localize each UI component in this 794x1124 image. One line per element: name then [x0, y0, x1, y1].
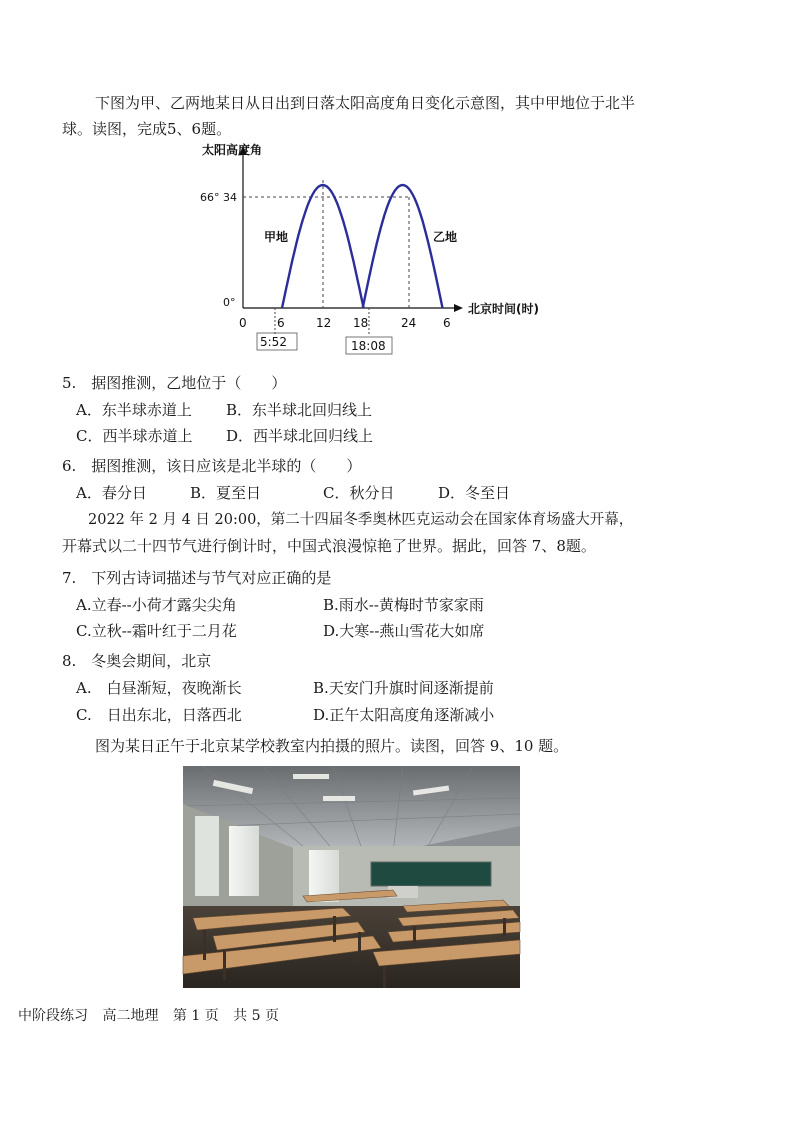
x-tick-6: 6: [277, 316, 285, 330]
q6-stem: 6. 据图推测，该日应该是北半球的（ ）: [62, 457, 362, 475]
x-tick-12: 12: [316, 316, 332, 330]
y-tick-max: 66° 34: [200, 191, 237, 204]
series-yi-label: 乙地: [433, 230, 458, 244]
q7-option-b: B.雨水--黄梅时节家家雨: [323, 596, 484, 614]
series-jia-label: 甲地: [264, 230, 289, 244]
q5-option-d: D．西半球北回归线上: [226, 427, 374, 445]
q5-option-c: C．西半球赤道上: [76, 427, 193, 445]
q7-stem: 7. 下列古诗词描述与节气对应正确的是: [62, 569, 332, 587]
intro2-line-1: 2022 年 2 月 4 日 20:00，第二十四届冬季奥林匹克运动会在国家体育场盛大开幕，: [88, 512, 634, 528]
x-tick-0: 0: [239, 316, 247, 330]
q5-stem: 5. 据图推测，乙地位于（ ）: [62, 374, 287, 392]
y-axis-label: 太阳高度角: [202, 143, 263, 157]
sunrise-annotation: 5:52: [260, 335, 287, 349]
x-tick-6-next: 6: [443, 316, 451, 330]
q8-option-d: D.正午太阳高度角逐渐减小: [313, 706, 495, 724]
intro-line-1: 下图为甲、乙两地某日从日出到日落太阳高度角日变化示意图，其中甲地位于北半: [95, 94, 636, 112]
x-tick-24: 24: [401, 316, 417, 330]
q5-option-a: A．东半球赤道上: [76, 401, 192, 419]
x-tick-18: 18: [353, 316, 369, 330]
x-axis-arrow: [454, 304, 463, 312]
q8-option-b: B.天安门升旗时间逐渐提前: [313, 679, 494, 697]
q5-option-b: B．东半球北回归线上: [226, 401, 373, 419]
intro-line-2: 球。读图，完成5、6题。: [62, 120, 232, 138]
q8-option-c: C. 日出东北，日落西北: [76, 706, 242, 724]
sunset-annotation: 18:08: [351, 339, 386, 353]
q7-option-c: C.立秋--霜叶红于二月花: [76, 622, 237, 640]
solar-altitude-chart: [190, 140, 539, 358]
series-yi-curve: [363, 185, 443, 308]
intro3-line-1: 图为某日正午于北京某学校教室内拍摄的照片。读图，回答 9、10 题。: [95, 737, 569, 755]
page-footer: [18, 1005, 289, 1025]
q6-option-c: C．秋分日: [323, 484, 395, 502]
q6-option-b: B．夏至日: [190, 484, 262, 502]
q6-option-a: A．春分日: [76, 484, 147, 502]
x-axis-label: 北京时间(时): [468, 302, 539, 316]
q7-option-d: D.大寒--燕山雪花大如席: [323, 622, 485, 640]
q6-option-d: D．冬至日: [438, 484, 511, 502]
footer-subject: 高二地理: [102, 1008, 159, 1024]
y-tick-zero: 0°: [223, 296, 236, 309]
footer-page: 第 1 页: [172, 1008, 219, 1024]
footer-total: 共 5 页: [233, 1008, 279, 1024]
q8-stem: 8. 冬奥会期间，北京: [62, 652, 212, 670]
footer-exam: 中阶段练习: [18, 1008, 88, 1024]
classroom-photo: [183, 766, 520, 988]
q7-option-a: A.立春--小荷才露尖尖角: [76, 596, 237, 614]
intro2-line-2: 开幕式以二十四节气进行倒计时，中国式浪漫惊艳了世界。据此，回答 7、8题。: [62, 537, 596, 555]
q8-option-a: A. 白昼渐短，夜晚渐长: [76, 679, 242, 697]
